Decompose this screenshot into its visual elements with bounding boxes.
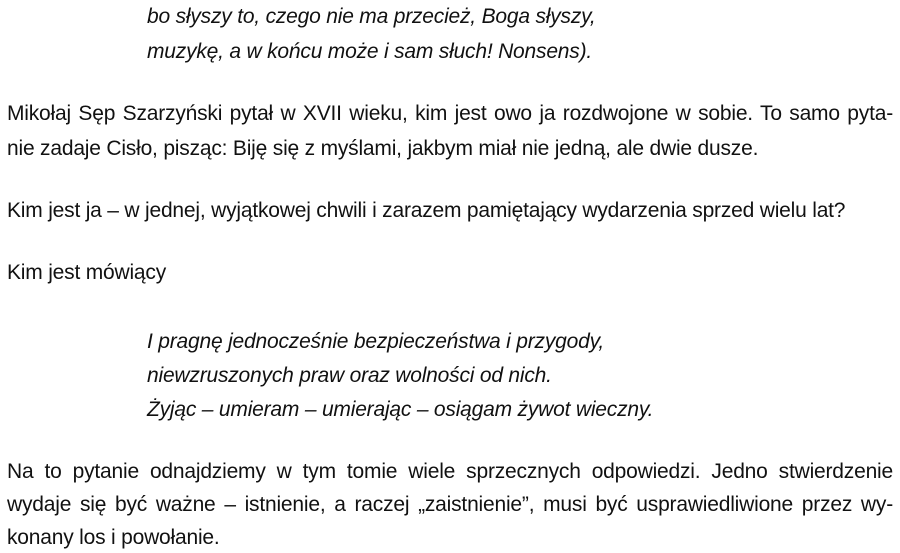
paragraph-2-line-1: Kim jest ja – w jednej, wyjątkowej chwili i zarazem pamiętający wydarzenia sprzed wielu lat? bbox=[7, 199, 846, 222]
quote-middle-line-2: niewzruszonych praw oraz wolności od nich. bbox=[147, 364, 552, 387]
paragraph-4-line-1: Na to pytanie odnajdziemy w tym tomie wiele sprzecznych odpowiedzi. Jedno stwierdzenie bbox=[7, 460, 893, 483]
paragraph-4-line-3: konany los i powołanie. bbox=[7, 526, 220, 549]
quote-top-line-2: muzykę, a w końcu może i sam słuch! Nonsens). bbox=[147, 40, 593, 63]
paragraph-1-line-2: nie zadaje Cisło, pisząc: Biję się z myślami, jakbym miał nie jedną, ale dwie dusze. bbox=[7, 137, 759, 160]
quote-top-line-1: bo słyszy to, czego nie ma przecież, Boga słyszy, bbox=[147, 5, 596, 28]
paragraph-3-line-1: Kim jest mówiący bbox=[7, 261, 166, 284]
quote-middle-line-1: I pragnę jednocześnie bezpieczeństwa i przygody, bbox=[147, 330, 604, 353]
quote-middle-line-3: Żyjąc – umieram – umierając – osiągam żywot wieczny. bbox=[147, 398, 654, 421]
paragraph-4-line-2: wydaje się być ważne – istnienie, a raczej „zaistnienie”, musi być usprawiedliwione przez wy- bbox=[7, 493, 893, 516]
paragraph-1-line-1: Mikołaj Sęp Szarzyński pytał w XVII wieku, kim jest owo ja rozdwojone w sobie. To samo pyta- bbox=[7, 102, 893, 125]
